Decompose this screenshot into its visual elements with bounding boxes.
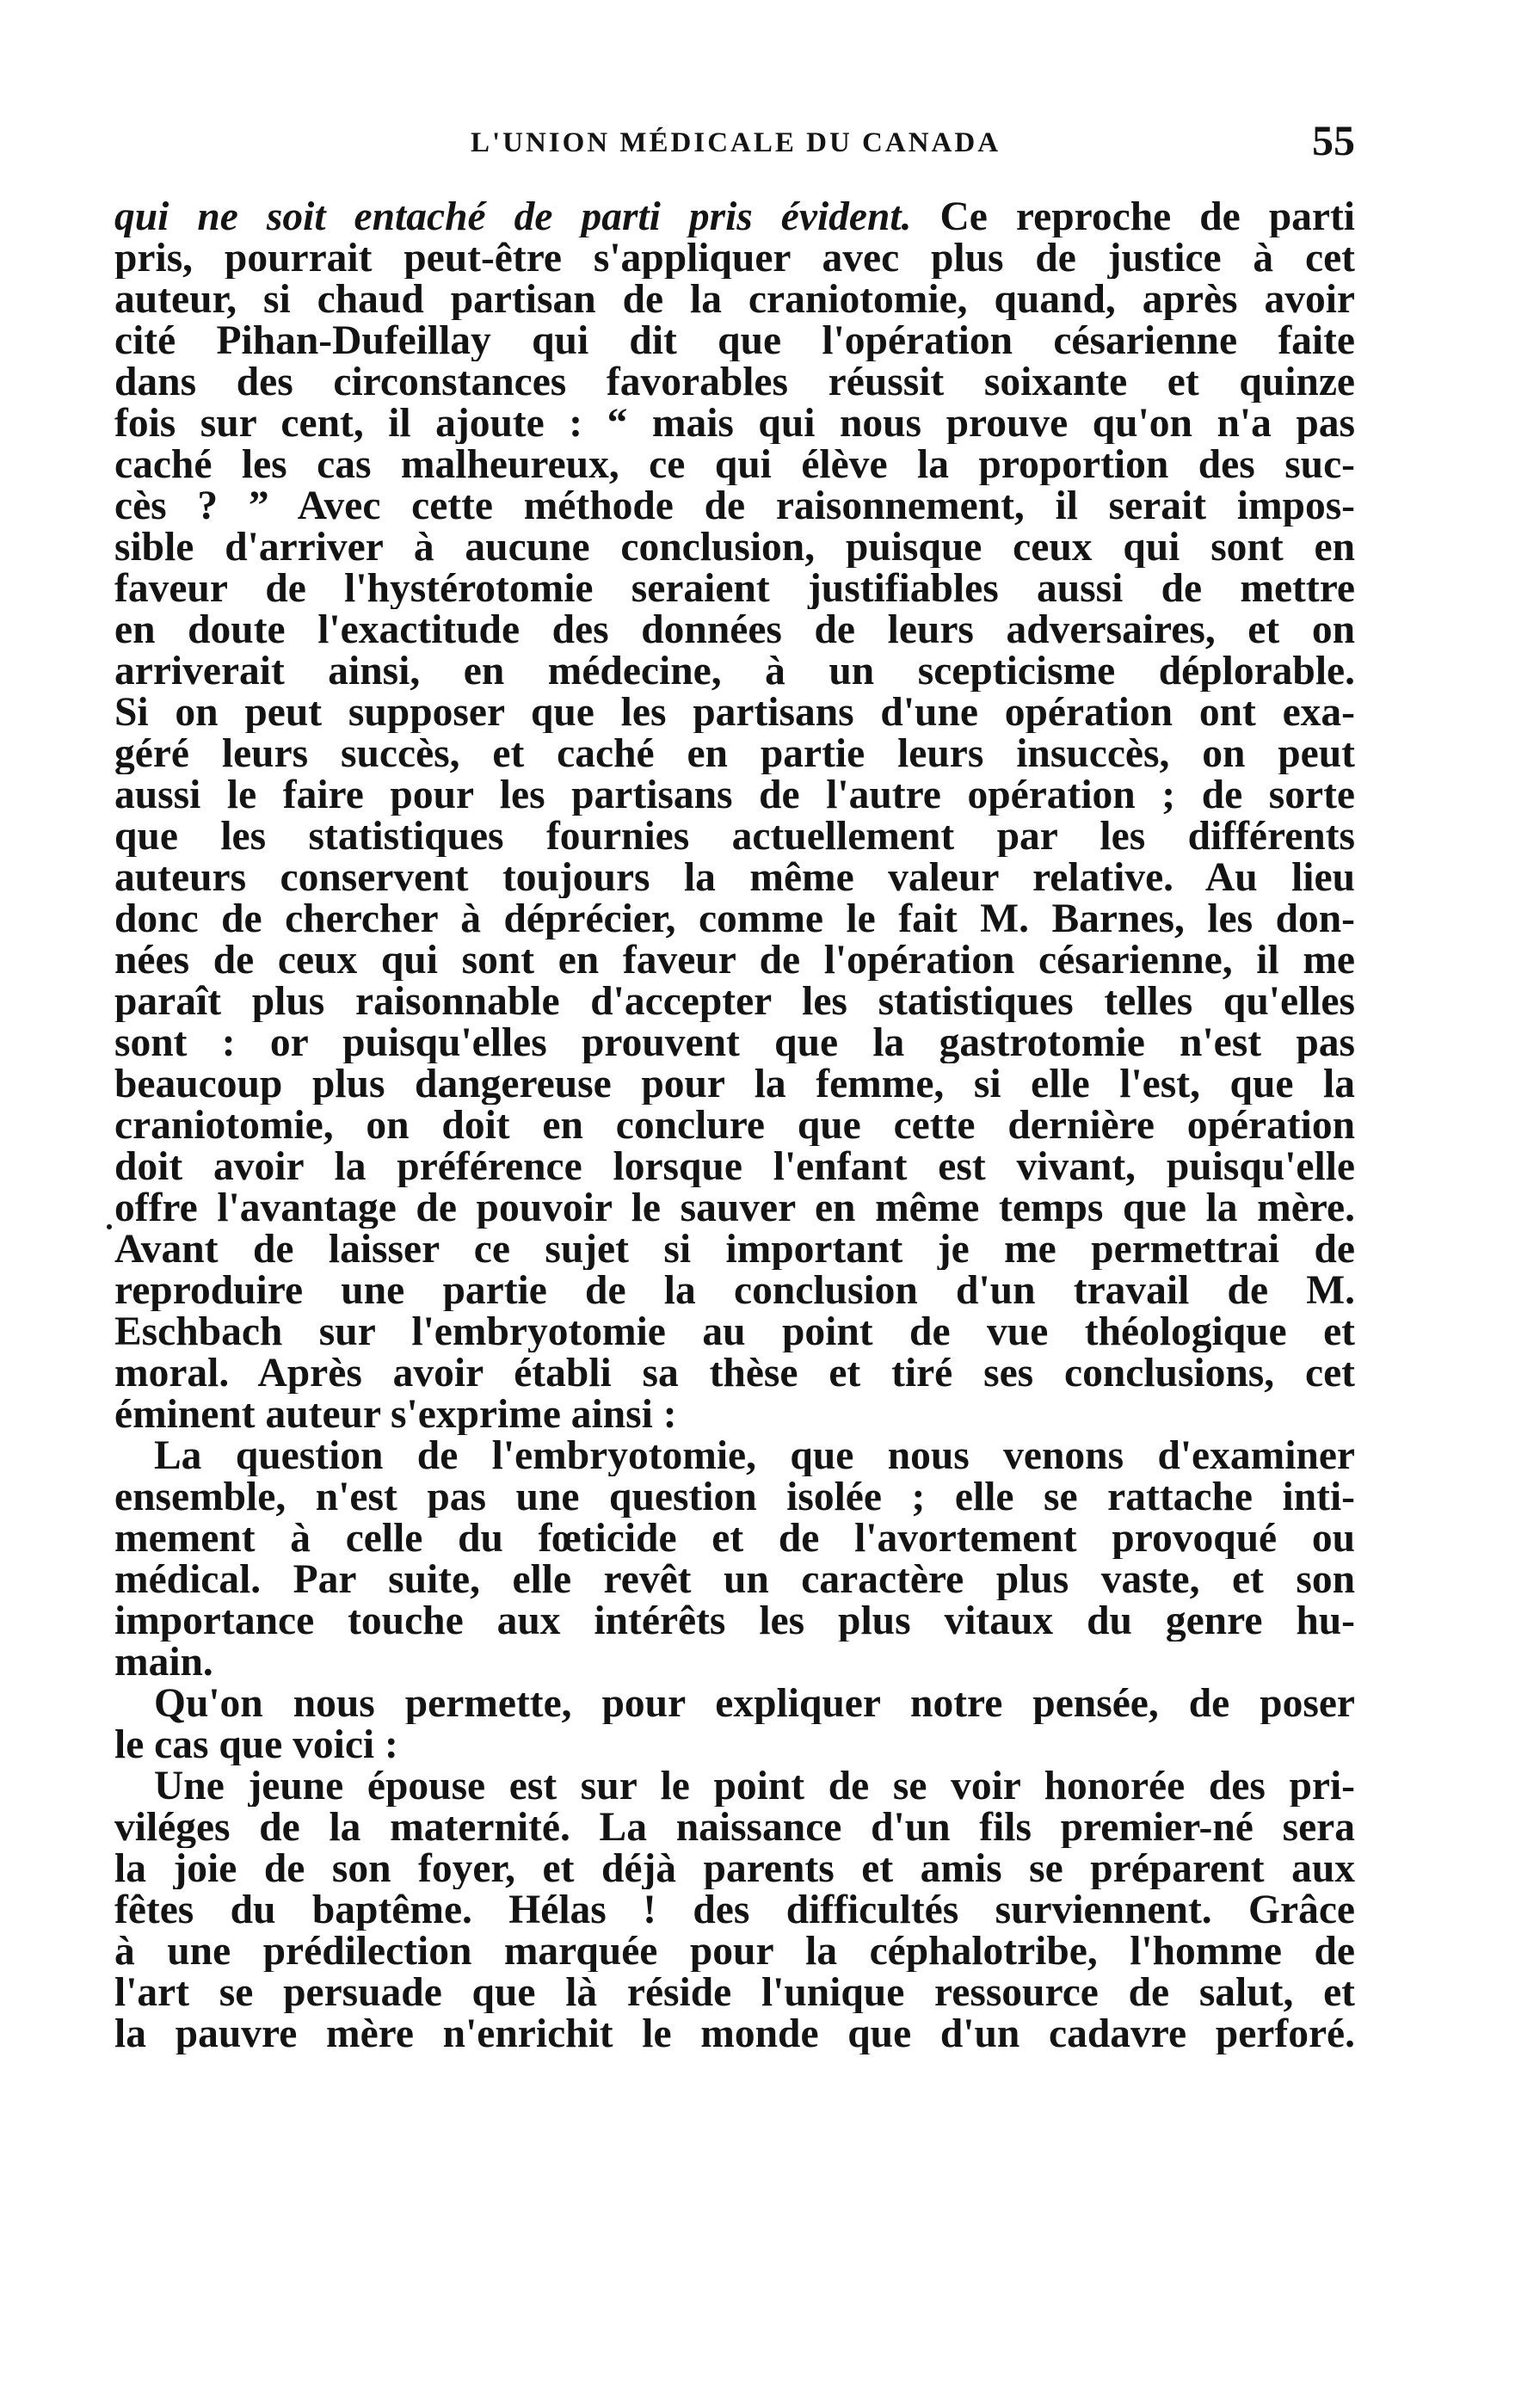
line-text: cès ? ” Avec cette méthode de raisonnement, il serait impos-	[114, 485, 1355, 527]
page-number: 55	[1312, 116, 1355, 164]
line-text: paraît plus raisonnable d'accepter les statistiques telles qu'elles	[114, 981, 1355, 1022]
text-line	[114, 568, 1355, 609]
text-line	[114, 1642, 1355, 1683]
line-text: l'art se persuade que là réside l'unique ressource de salut, et	[114, 1972, 1355, 2013]
text-line	[114, 320, 1355, 361]
line-text: sible d'arriver à aucune conclusion, puisque ceux qui sont en	[114, 527, 1355, 568]
text-line	[114, 1229, 1355, 1270]
text-line	[114, 1559, 1355, 1600]
line-text: Eschbach sur l'embryotomie au point de vue théologique et	[114, 1311, 1355, 1352]
text-line	[114, 279, 1355, 320]
line-text: caché les cas malheureux, ce qui élève la proportion des suc-	[114, 444, 1355, 485]
text-line	[114, 1435, 1355, 1476]
text-line	[114, 939, 1355, 981]
text-line	[114, 1765, 1355, 1807]
line-text: Avant de laisser ce sujet si important je me permettrai de	[114, 1229, 1355, 1270]
line-text: importance touche aux intérêts les plus vitaux du genre hu-	[114, 1600, 1355, 1642]
line-text: sont : or puisqu'elles prouvent que la gastrotomie n'est pas	[114, 1022, 1355, 1063]
line-text: reproduire une partie de la conclusion d'un travail de M.	[114, 1270, 1355, 1311]
running-title: L'UNION MÉDICALE DU CANADA	[470, 127, 1001, 158]
text-line	[114, 196, 1355, 237]
margin-mark	[107, 1224, 112, 1229]
line-text: La question de l'embryotomie, que nous venons d'examiner	[154, 1435, 1355, 1476]
running-head	[116, 115, 1355, 167]
text-line	[114, 237, 1355, 279]
italic-run: qui ne soit entaché de parti pris évident.	[114, 196, 912, 237]
text-line	[114, 1972, 1355, 2013]
text-line	[114, 2013, 1355, 2054]
line-text: nées de ceux qui sont en faveur de l'opération césarienne, il me	[114, 939, 1355, 981]
line-text: géré leurs succès, et caché en partie leurs insuccès, on peut	[114, 733, 1355, 774]
line-text: pris, pourrait peut-être s'appliquer avec plus de justice à cet	[114, 237, 1355, 279]
line-text: en doute l'exactitude des données de leurs adversaires, et on	[114, 609, 1355, 650]
text-line	[114, 692, 1355, 733]
line-text: fêtes du baptême. Hélas ! des difficultés surviennent. Grâce	[114, 1889, 1355, 1931]
line-text: Si on peut supposer que les partisans d'une opération ont exa-	[114, 692, 1355, 733]
text-line	[114, 444, 1355, 485]
line-text: Ce reproche de parti	[911, 196, 1355, 237]
line-text: auteur, si chaud partisan de la craniotomie, quand, après avoir	[114, 279, 1355, 320]
text-line	[114, 1848, 1355, 1889]
text-line	[114, 1518, 1355, 1559]
line-text: donc de chercher à déprécier, comme le fait M. Barnes, les don-	[114, 898, 1355, 939]
text-line	[114, 1146, 1355, 1187]
text-line	[114, 1105, 1355, 1146]
line-text: à une prédilection marquée pour la céphalotribe, l'homme de	[114, 1931, 1355, 1972]
line-text: beaucoup plus dangereuse pour la femme, si elle l'est, que la	[114, 1063, 1355, 1105]
text-line	[114, 1270, 1355, 1311]
text-line	[114, 1931, 1355, 1972]
text-line	[114, 361, 1355, 403]
text-line	[114, 1394, 1355, 1435]
line-text: viléges de la maternité. La naissance d'un fils premier-né sera	[114, 1807, 1355, 1848]
text-line	[114, 774, 1355, 816]
line-text: arriverait ainsi, en médecine, à un scepticisme déplorable.	[114, 650, 1355, 692]
body-text	[114, 196, 1355, 2054]
line-text: cité Pihan-Dufeillay qui dit que l'opération césarienne faite	[114, 320, 1355, 361]
text-line	[114, 650, 1355, 692]
text-line	[114, 1724, 1355, 1765]
text-line	[114, 816, 1355, 857]
text-line	[114, 733, 1355, 774]
line-text: craniotomie, on doit en conclure que cette dernière opération	[114, 1105, 1355, 1146]
line-text: le cas que voici :	[114, 1724, 398, 1765]
line-text: que les statistiques fournies actuellement par les différents	[114, 816, 1355, 857]
text-line	[114, 1063, 1355, 1105]
line-text: ensemble, n'est pas une question isolée ; elle se rattache inti-	[114, 1476, 1355, 1518]
text-line	[114, 1807, 1355, 1848]
line-text: médical. Par suite, elle revêt un caractère plus vaste, et son	[114, 1559, 1355, 1600]
line-text: aussi le faire pour les partisans de l'autre opération ; de sorte	[114, 774, 1355, 816]
text-line	[114, 1311, 1355, 1352]
text-line	[114, 1476, 1355, 1518]
text-line	[114, 609, 1355, 650]
text-line	[114, 485, 1355, 527]
text-line	[114, 527, 1355, 568]
text-line	[114, 1022, 1355, 1063]
line-text: mement à celle du fœticide et de l'avortement provoqué ou	[114, 1518, 1355, 1559]
line-text: dans des circonstances favorables réussit soixante et quinze	[114, 361, 1355, 403]
line-text: moral. Après avoir établi sa thèse et tiré ses conclusions, cet	[114, 1352, 1355, 1394]
line-text: la joie de son foyer, et déjà parents et amis se préparent aux	[114, 1848, 1355, 1889]
text-line	[114, 1352, 1355, 1394]
line-text: faveur de l'hystérotomie seraient justifiables aussi de mettre	[114, 568, 1355, 609]
line-text: doit avoir la préférence lorsque l'enfant est vivant, puisqu'elle	[114, 1146, 1355, 1187]
text-line	[114, 1889, 1355, 1931]
line-text: auteurs conservent toujours la même valeur relative. Au lieu	[114, 857, 1355, 898]
text-line	[114, 1187, 1355, 1229]
text-line	[114, 403, 1355, 444]
line-text: main.	[114, 1642, 213, 1683]
text-line	[114, 1683, 1355, 1724]
text-line	[114, 898, 1355, 939]
line-text: la pauvre mère n'enrichit le monde que d'un cadavre perforé.	[114, 2013, 1355, 2054]
text-line	[114, 857, 1355, 898]
text-line	[114, 1600, 1355, 1642]
line-text: Une jeune épouse est sur le point de se voir honorée des pri-	[154, 1765, 1355, 1807]
line-text: fois sur cent, il ajoute : “ mais qui nous prouve qu'on n'a pas	[114, 403, 1355, 444]
line-text: offre l'avantage de pouvoir le sauver en même temps que la mère.	[114, 1187, 1355, 1229]
line-text: Qu'on nous permette, pour expliquer notre pensée, de poser	[154, 1683, 1355, 1724]
text-line	[114, 981, 1355, 1022]
line-text: éminent auteur s'exprime ainsi :	[114, 1394, 677, 1435]
